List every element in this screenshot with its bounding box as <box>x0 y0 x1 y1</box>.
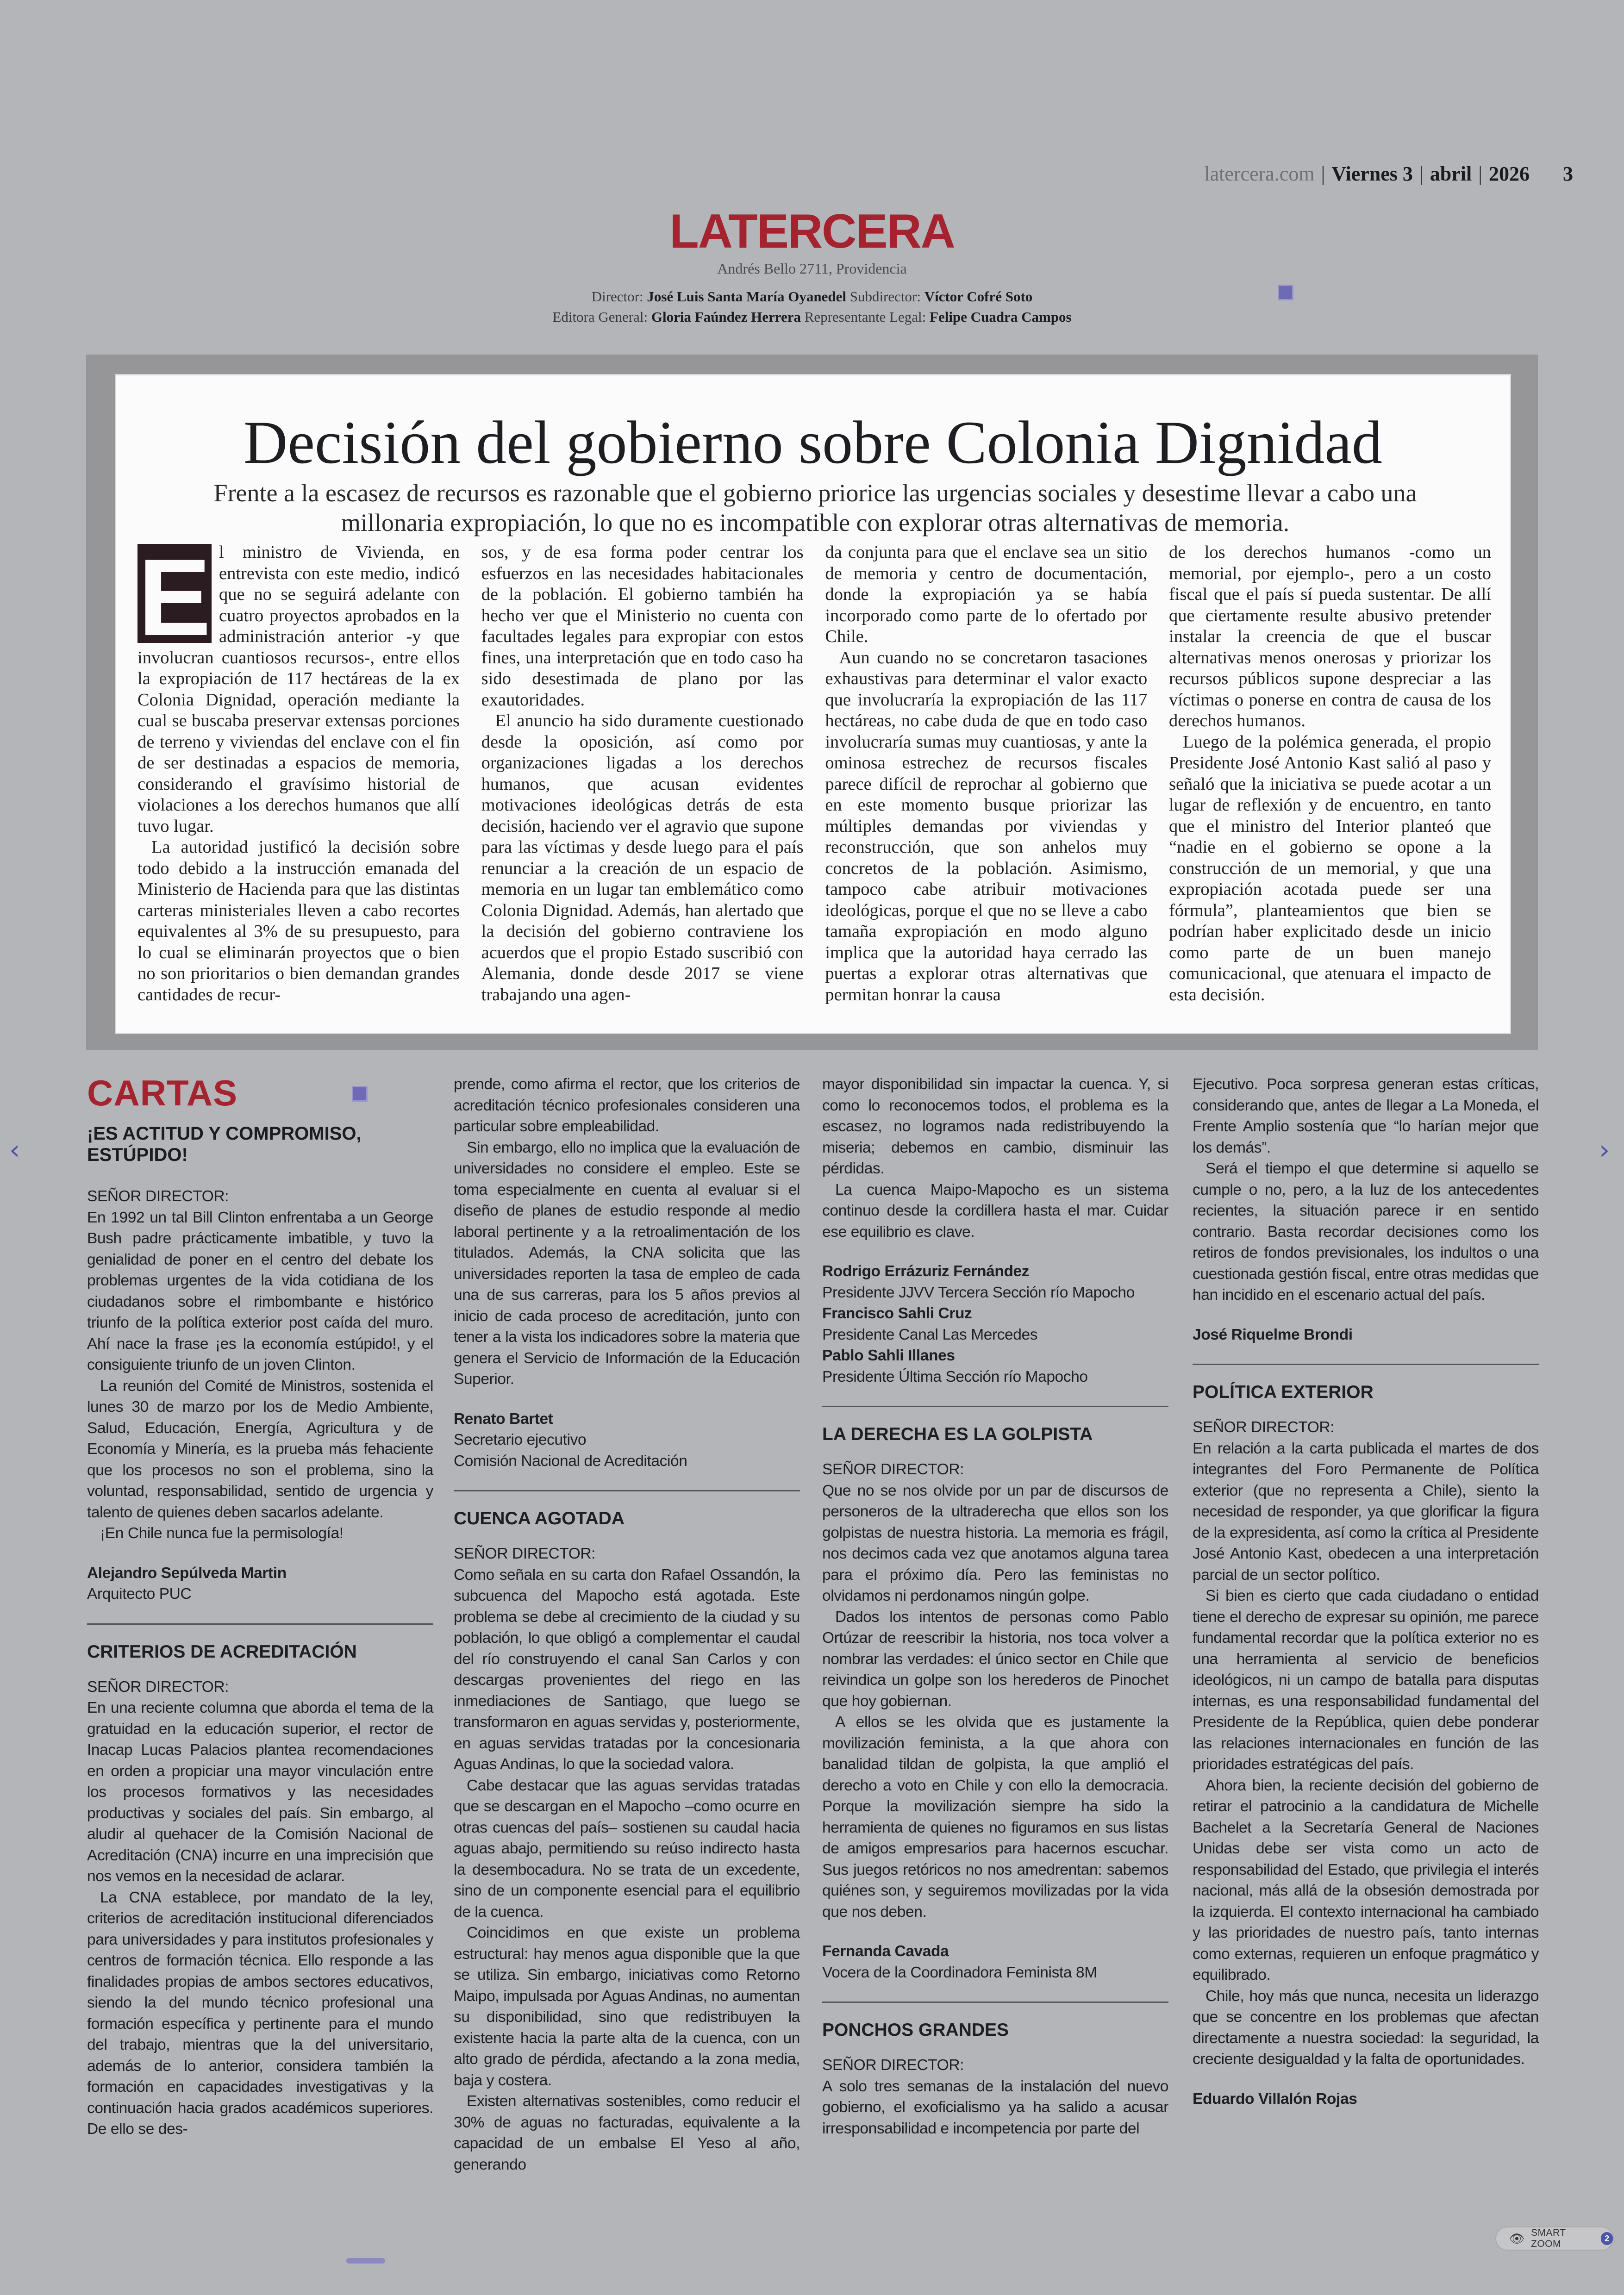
salutation: SEÑOR DIRECTOR: <box>822 2057 964 2074</box>
editorial-frame[interactable] <box>86 355 1538 1050</box>
horizontal-scrollbar[interactable] <box>346 2258 385 2264</box>
paragraph: En una reciente columna que aborda el tema de la gratuidad en la educación superior, el rector de Inacap Lucas Palacios plantea recomendaciones en orden a propiciar una mayor vinculación entre los procesos formativos y las necesidades productivas y sociales del país. Sin embargo, al aludir al quehacer de la Comisión Nacional de Acreditación (CNA) incurre en una imprecisión que nos vemos en la necesidad de aclarar. <box>87 1699 433 1885</box>
director-name: José Luis Santa María Oyanedel <box>647 288 846 305</box>
address: Andrés Bello 2711, Providencia <box>717 260 907 277</box>
letter-title: LA DERECHA ES LA GOLPISTA <box>822 1424 1093 1444</box>
letter-author: Fernanda Cavada <box>822 1943 949 1960</box>
paragraph: l ministro de Vivienda, en entrevista con este medio, indicó que no se seguirá adelante con cuatro proyectos aprobados en la administración anterior -y que involucran cuantiosos recursos-, entre ellos la expropiación de 117 hectáreas de la ex Colonia Dignidad, operación mediante la cual se buscaba preservar extensas porciones de terreno y viviendas del enclave con el fin de ser destinadas a espacios de memoria, considerando el gravísimo historial de violaciones a los derechos humanos que allí tuvo lugar. <box>137 543 460 836</box>
editorial-subtitle: Frente a la escasez de recursos es razonable que el gobierno priorice las urgencias sociales y desestime llevar a cabo una millonaria expropiación, lo que no es incompatible con explorar otras alternativas de memoria. <box>213 479 1417 536</box>
letter-author-org: Comisión Nacional de Acreditación <box>454 1452 687 1470</box>
letter-title: POLÍTICA EXTERIOR <box>1193 1382 1374 1402</box>
weekday: Viernes 3 <box>1331 162 1413 185</box>
paragraph: El anuncio ha sido duramente cuestionado desde la oposición, así como por organizaciones ligadas a los derechos humanos, que acusan evidentes motivaciones ideológicas detrás de esta decisión, haciendo ver el agravio que supone para las víctimas y desde luego para el país renunciar a la creación de un espacio de memoria en un lugar tan emblemático como Colonia Dignidad. Además, han alertado que la decisión del gobierno contraviene los acuerdos que el propio Estado suscribió con Alemania, donde desde 2017 se viene trabajando una agen- <box>481 711 804 1004</box>
letter-author-role: Presidente Canal Las Mercedes <box>822 1326 1038 1343</box>
divider <box>454 1490 800 1491</box>
paragraph: Que no se nos olvide por un par de discursos de personeros de la ultraderecha que ellos son los golpistas de nuestra historia. La memoria es frágil, nos decimos cada vez que anotamos alguna tarea para el próximo día. Pero las feministas no olvidamos ni perdonamos ningún golpe. <box>822 1482 1168 1604</box>
paragraph: sos, y de esa forma poder centrar los esfuerzos en las necesidades habitacionales de la población. El gobierno también ha hecho ver que el Ministerio no cuenta con facultades legales para expropiar con estos fines, una interpretación que en todo caso ha sido desestimada de plano por las exautoridades. <box>481 543 804 710</box>
letter-author: Pablo Sahli Illanes <box>822 1347 955 1364</box>
divider <box>87 1623 433 1625</box>
salutation: SEÑOR DIRECTOR: <box>87 1678 229 1696</box>
paragraph: A ellos se les olvida que es justamente la movilización feminista, a la que ahora con banalidad tildan de golpista, la que amplió el derecho a voto en Chile y con ello la democracia. Porque la movilización siempre ha sido la herramienta de quienes no figuramos en sus listas de amigos empresarios para hacernos escuchar. Sus juegos retóricos no nos amedrentan: sabemos quiénes son, y seguiremos movilizadas por la vida que nos deben. <box>822 1714 1168 1921</box>
salutation: SEÑOR DIRECTOR: <box>454 1545 596 1562</box>
smart-zoom-button[interactable] <box>1495 2226 1614 2251</box>
salutation: SEÑOR DIRECTOR: <box>1193 1419 1335 1436</box>
masthead <box>0 204 1624 327</box>
representante-label: Representante Legal: <box>804 309 926 325</box>
divider <box>822 2002 1168 2003</box>
paragraph: Como señala en su carta don Rafael Ossandón, la subcuenca del Mapocho está agotada. Este problema se debe al crecimiento de la ciudad y su población, lo que obligó a complementar el caudal del río construyendo el canal San Carlos y con descargas provenientes del riego en las inmediaciones de Santiago, que luego se transformaron en aguas servidas y, posteriormente, en aguas servidas tratadas por la concesionaria Aguas Andinas, lo que la sociedad valora. <box>454 1566 800 1773</box>
smart-zoom-badge: 2 <box>1601 2232 1613 2245</box>
letter-author: Francisco Sahli Cruz <box>822 1305 972 1322</box>
paragraph: prende, como afirma el rector, que los criterios de acreditación técnico profesionales consideren una particular sobre empleabilidad. <box>454 1076 800 1135</box>
letters-column-3 <box>822 1074 1168 2139</box>
editorial-column-3 <box>825 542 1147 1019</box>
paragraph: La cuenca Maipo-Mapocho es un sistema continuo desde la cordillera hasta el mar. Cuidar ese equilibrio es clave. <box>822 1181 1168 1241</box>
paragraph: Cabe destacar que las aguas servidas tratadas que se descargan en el Mapocho –como ocurre en otras cuencas del país– sostienen su caudal hacia aguas abajo, permitiendo su reúso indirecto hasta la desembocadura. No se trata de un excedente, sino de un componente esencial para el equilibrio de la cuenca. <box>454 1777 800 1921</box>
paragraph: Si bien es cierto que cada ciudadano o entidad tiene el derecho de expresar su opinión, me parece fundamental recordar que la política exterior no es una herramienta al servicio de beneficios ideológicos, ni un campo de batalla para disputas internas, es una responsabilidad fundamental del Presidente de la República, quien debe ponderar las relaciones internacionales en función de las prioridades estratégicas del país. <box>1193 1587 1539 1773</box>
letter-author-role: Arquitecto PUC <box>87 1585 192 1603</box>
paragraph: La autoridad justificó la decisión sobre todo debido a la instrucción emanada del Ministerio de Hacienda para que las distintas carteras ministeriales lleven a cabo recortes equivalentes al 3% de su presupuesto, para lo cual se eliminarán proyectos que o bien no son prioritarios o bien demandan grandes cantidades de recur- <box>137 837 460 1004</box>
letter-author: Alejandro Sepúlveda Martin <box>87 1564 287 1582</box>
editorial-body <box>137 536 1491 1019</box>
subdirector-label: Subdirector: <box>849 288 921 305</box>
letter-author: Rodrigo Errázuriz Fernández <box>822 1263 1030 1280</box>
editora-name: Gloria Faúndez Herrera <box>651 309 801 325</box>
paragraph: Existen alternativas sostenibles, como reducir el 30% de aguas no facturadas, equivalente a la capacidad de un embalse El Yeso al año, generando <box>454 2093 800 2173</box>
paragraph: da conjunta para que el enclave sea un sitio de memoria y centro de documentación, donde la expropiación ya se había incorporado como parte de lo ofertado por Chile. <box>825 543 1148 646</box>
paragraph: ¡En Chile nunca fue la permisología! <box>100 1525 344 1542</box>
paragraph: A solo tres semanas de la instalación del nuevo gobierno, el exoficialismo ya ha salido a acusar irresponsabilidad e incompetencia por parte del <box>822 2077 1168 2137</box>
newspaper-logo: LATERCERA <box>669 205 955 258</box>
site-name: latercera.com <box>1204 162 1315 185</box>
salutation: SEÑOR DIRECTOR: <box>822 1461 964 1478</box>
paragraph: La reunión del Comité de Ministros, sostenida el lunes 30 de marzo por los de Medio Ambiente, Salud, Educación, Energía, Agricultura y de Economía y Minería, es la prueba más fehaciente que los procesos no son el problema, sino la voluntad, responsabilidad, sentido de urgencia y talento de quienes deben sacarlos adelante. <box>87 1377 433 1521</box>
paragraph: de los derechos humanos -como un memorial, por ejemplo-, pero a un costo fiscal que el país sí pueda sustentar. De allí que ciertamente resulte abusivo pretender instalar la creencia de que el buscar alternativas menos onerosas y priorizar los recursos públicos supone despreciar a las víctimas o ponerse en contra de causa de los derechos humanos. <box>1168 543 1491 730</box>
month: abril <box>1430 162 1472 185</box>
editorial-column-4 <box>1169 542 1491 1019</box>
director-label: Director: <box>591 288 643 305</box>
paragraph: Aun cuando no se concretaron tasaciones exhaustivas para determinar el valor exacto que involucraría la expropiación de las 117 hectáreas, no cabe duda de que en todo caso involucraría sumas muy cuantiosas, y ante la ominosa estrechez de recursos fiscales parece difícil de reprochar al gobierno que en este momento busque priorizar las múltiples demandas por viviendas y reconstrucción, que son anhelos muy concretos de la población. Asimismo, tampoco cabe atribuir motivaciones ideológicas, porque el que no se lleve a cabo tamaña expropiación en modo alguno implica que la autoridad haya cerrado las puertas a explorar otras alternativas que permitan honrar la causa <box>825 648 1148 1004</box>
cartas-hotspot-marker[interactable] <box>352 1086 368 1102</box>
editorial-column-2 <box>481 542 804 1019</box>
letters-column-1 <box>87 1186 433 2140</box>
editorial-column-1 <box>137 536 460 1019</box>
letter-title: ¡ES ACTITUD Y COMPROMISO, ESTÚPIDO! <box>87 1123 362 1165</box>
chevron-right-icon[interactable]: › <box>1599 1134 1610 1166</box>
paragraph: Chile, hoy más que nunca, necesita un liderazgo que se concentre en los problemas que afectan directamente a nuestra sociedad: la seguridad, la creciente desigualdad y la falta de oportunidades. <box>1193 1987 1539 2068</box>
salutation: SEÑOR DIRECTOR: <box>87 1188 229 1205</box>
smart-zoom-label: SMART ZOOM <box>1531 2227 1566 2249</box>
divider <box>1193 1364 1539 1365</box>
letters-column-4 <box>1193 1074 1539 2109</box>
letter-author: José Riquelme Brondi <box>1193 1326 1353 1343</box>
letter-author-role: Presidente Última Sección río Mapocho <box>822 1368 1088 1385</box>
paragraph: Luego de la polémica generada, el propio Presidente José Antonio Kast salió al paso y señaló que la iniciativa se puede acotar a un lugar de reflexión y de encuentro, en tanto que el ministro del Interior planteó que “nadie en el gobierno se opone a la construcción de un memorial, y que una expropiación acotada puede ser una fórmula”, planteamientos que bien se podrían haber explicitado desde un inicio como parte de un buen manejo comunicacional, que atenuara el impacto de esta decisión. <box>1168 732 1491 1004</box>
paragraph: Dados los intentos de personas como Pablo Ortúzar de reescribir la historia, nos toca volver a nombrar las verdades: el único sector en Chile que reivindica un golpe son los herederos de Pinochet que hoy gobiernan. <box>822 1608 1168 1710</box>
letters-column-2 <box>454 1074 800 2175</box>
eye-icon: 👁 <box>1509 2231 1525 2245</box>
editora-label: Editora General: <box>552 309 648 325</box>
subdirector-name: Víctor Cofré Soto <box>924 288 1033 305</box>
letter-author: Eduardo Villalón Rojas <box>1193 2090 1357 2108</box>
paragraph: mayor disponibilidad sin impactar la cuenca. Y, si como lo reconocemos todos, el problema es la escasez, no logramos nada redistribuyendo la miseria; debemos en cambio, disminuir las pérdidas. <box>822 1076 1168 1177</box>
staff-credits <box>0 287 1624 327</box>
letter-title: CRITERIOS DE ACREDITACIÓN <box>87 1641 357 1662</box>
paragraph: En relación a la carta publicada el martes de dos integrantes del Foro Permanente de Política exterior (que no representa a Chile), siento la necesidad de responder, ya que glorificar la figura de la expresidenta, así como la crítica al Presidente José Antonio Kast, obedecen a una interpretación parcial de un sector político. <box>1193 1440 1539 1584</box>
page-number: 3 <box>1563 162 1573 185</box>
paragraph: Ejecutivo. Poca sorpresa generan estas críticas, considerando que, antes de llegar a La Moneda, el Frente Amplio sostenía que “lo harían mejor que los demás”. <box>1193 1076 1539 1156</box>
page-dateline: latercera.com | Viernes 3 | abril | 2026 3 <box>1204 162 1573 185</box>
letter-author-role: Secretario ejecutivo <box>454 1431 587 1448</box>
editorial-article <box>115 374 1511 1034</box>
year: 2026 <box>1489 162 1530 185</box>
letter-title: PONCHOS GRANDES <box>822 2020 1009 2040</box>
drop-cap: E <box>138 536 211 659</box>
paragraph: Ahora bien, la reciente decisión del gobierno de retirar el patrocinio a la candidatura de Michelle Bachelet a la Secretaría General de Naciones Unidas debe ser vista como un acto de responsabilidad del Estado, que privilegia el interés nacional, más allá de la obsesión demostrada por la izquierda. El contexto internacional ha cambiado y las prioridades de nuestro país, tanto internas como externas, requieren un enfoque pragmático y equilibrado. <box>1193 1777 1539 1983</box>
paragraph: Será el tiempo el que determine si aquello se cumple o no, pero, a la luz de los antecedentes recientes, la situación parece ir en sentido contrario. Basta recordar decisiones como los retiros de fondos previsionales, los indultos o una cuestionada gestión fiscal, entre otras medidas que han incidido en el escenario actual del país. <box>1193 1160 1539 1303</box>
cartas-section-logo: CARTAS <box>87 1073 238 1113</box>
paragraph: En 1992 un tal Bill Clinton enfrentaba a un George Bush padre prácticamente imbatible, y tuvo la genialidad de poner en el centro del debate los problemas urgentes de la vida cotidiana de los ciudadanos sobre el rimbombante e histórico triunfo de la política exterior post caída del muro. Ahí nace la frase ¡es la economía estúpido!, y el consiguiente triunfo de un joven Clinton. <box>87 1209 433 1373</box>
article-hotspot-marker[interactable] <box>1278 285 1293 300</box>
paragraph: La CNA establece, por mandato de la ley, criterios de acreditación institucional diferenciados para universidades y para institutos profesionales y centros de formación técnica. Ello responde a las finalidades propias de ambos sectores educativos, siendo la del mundo técnico profesional una formación específica y pertinente para el mundo del trabajo, mientras que la del universitario, además de lo anterior, considera también la formación en capacidades investigativas y la continuación hacia grados académicos superiores. De ello se des- <box>87 1889 433 2138</box>
chevron-left-icon[interactable]: ‹ <box>9 1134 20 1166</box>
letter-author: Renato Bartet <box>454 1410 553 1428</box>
representante-name: Felipe Cuadra Campos <box>930 309 1072 325</box>
letter-author-role: Presidente JJVV Tercera Sección río Mapocho <box>822 1284 1135 1301</box>
divider <box>822 1406 1168 1407</box>
paragraph: Sin embargo, ello no implica que la evaluación de universidades no considere el empleo. Este se toma especialmente en cuenta al evaluar si el diseño de planes de estudio responde al medio laboral pertinente y a la retroalimentación de los titulados. Además, la CNA solicita que las universidades reporten la tasa de empleo de cada una de sus carreras, para los 5 años previos al inicio de cada proceso de acreditación, junto con tener a la vista los indicadores sobre la materia que genera el Servicio de Información de la Educación Superior. <box>454 1139 800 1388</box>
letter-title: CUENCA AGOTADA <box>454 1509 625 1528</box>
paragraph: Coincidimos en que existe un problema estructural: hay menos agua disponible que la que se utiliza. Sin embargo, iniciativas como Retorno Maipo, impulsada por Aguas Andinas, no aumentan su disponibilidad, sino que redistribuyen la existente hacia la parte alta de la cuenca, con un alto grado de pérdida, afectando a la zona media, baja y costera. <box>454 1924 800 2089</box>
editorial-title: Decisión del gobierno sobre Colonia Dignidad <box>244 408 1382 476</box>
letter-author-role: Vocera de la Coordinadora Feminista 8M <box>822 1964 1097 1981</box>
